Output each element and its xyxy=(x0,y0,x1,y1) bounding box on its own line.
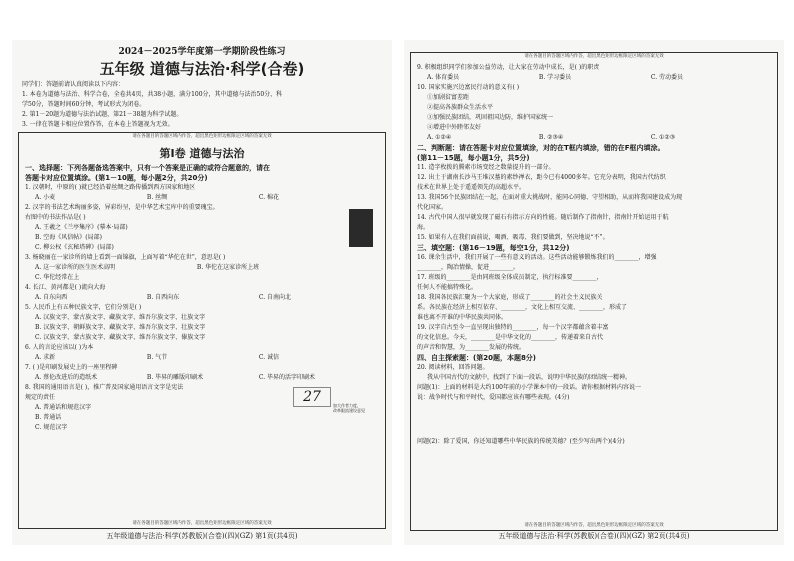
q2-text-b: 右图中的书法作品是( ) xyxy=(25,214,86,221)
warn-bottom: 请在各题目的答题区域内作答，超出黑色矩形边框限定区域的答案无效 xyxy=(132,521,272,526)
q2-text: 2. 汉字的书法艺术绚丽多姿，异彩纷呈，是中华艺术宝库中的重要瑰宝。 xyxy=(25,204,219,211)
q14-text-b: 海。 xyxy=(417,224,430,231)
footer-page-1: 五年级道德与法治·科学(苏教版)(合卷)(四)(GZ) 第1页(共4页) xyxy=(106,532,298,540)
q20-question-1b: 说：战争时代与和平时代，爱国都应该有哪些表现。(4分) xyxy=(417,394,570,401)
q4-option-c: C. 自南向北 xyxy=(258,294,292,301)
q17-text: 17. 班级的________是由同班级全体成员制定，执行标准要________， xyxy=(417,274,603,281)
q9-option-b: B. 学习委员 xyxy=(538,74,572,81)
q20-question-2: 问题(2)：除了爱国，你还知道哪些中华民族的传统美德？(至少写出两个)(4分) xyxy=(417,438,625,445)
q19-text: 19. 汉字自古至今一直呈现出独特的________，每一个汉字都蕴含着丰富 xyxy=(417,324,609,331)
page-2 xyxy=(404,40,784,545)
q4-option-a: A. 自东向西 xyxy=(35,294,68,301)
notice-1: 1. 本卷为道德与法治、科学合卷，全卷共4页，共38小题，满分100分，其中道德与法治50分，科 xyxy=(22,91,283,98)
q1-text: 1. 汉朝时，中原的( )就已经沿着丝绸之路传播到西方国家和地区 xyxy=(25,184,196,191)
notice-2: 2. 第1－20题为道德与法治试题，第21－38题为科学试题。 xyxy=(22,111,183,118)
q10-item-1: ①加剧贫富差距 xyxy=(427,94,470,101)
part1-heading: 一、选择题：下列各题备选答案中，只有一个答案是正确的或符合题意的，请在 xyxy=(25,164,270,172)
q18-text-c: 谁也离不开谁的中华民族共同体。 xyxy=(417,314,508,321)
q13-text: 13. 我国56个民族团结在一起，在面对重大挑战时，能同心同德、守望相助，从而将我国建设成为现 xyxy=(417,194,683,201)
q8-text: 8. 我国的通用语言是( )，推广普及国家通用语言文字是宪法 xyxy=(25,384,184,391)
q10-item-3: ③加强民族团结，巩固祖国边防，维护国家统一 xyxy=(427,114,554,121)
answer-space-1 xyxy=(417,403,771,437)
notice-1b: 学50分，答题时间60分钟，考试形式为闭卷。 xyxy=(22,101,146,108)
answer-box-1 xyxy=(18,132,386,529)
q6-option-b: B. 气节 xyxy=(146,354,168,361)
section-title: 第Ⅰ卷 道德与法治 xyxy=(159,147,245,160)
q3-option-a: A. 这一家诊所的医生医术高明 xyxy=(35,264,116,271)
q12-text-b: 技术在世界上处于遥遥领先的高超水平。 xyxy=(417,184,526,191)
q9-option-c: C. 劳动委员 xyxy=(650,74,684,81)
q1-option-b: B. 丝绸 xyxy=(146,194,168,201)
warn-bottom-2: 请在各题目的答题区域内作答，超出黑色矩形边框限定区域的答案无效 xyxy=(524,523,664,528)
q20-text: 20. 阅读材料，回答问题。 xyxy=(417,364,489,371)
warn-top-2: 请在各题目的答题区域内作答，超出黑色矩形边框限定区域的答案无效 xyxy=(524,54,664,59)
footer-page-2: 五年级道德与法治·科学(苏教版)(合卷)(四)(GZ) 第2页(共4页) xyxy=(498,532,690,540)
q3-text: 3. 杨晓丽在一家诊所的墙上看到一面锦旗，上面写着“华佗在世”，意思是( ) xyxy=(25,254,226,261)
q7-option-b: B. 毕昇的雕版印刷术 xyxy=(146,374,204,381)
q11-text: 11. 造字枚拨的腾素市场变经之数量提升的一部分。 xyxy=(417,164,555,171)
q7-option-a: A. 蔡伦改进后的造纸术 xyxy=(35,374,98,381)
q1-option-c: C. 棉花 xyxy=(258,194,280,201)
part4-heading: 四、自主探索题：(第20题，本题8分) xyxy=(417,354,537,362)
q4-option-b: B. 自西向东 xyxy=(146,294,180,301)
q3-option-c: C. 华佗经常在上 xyxy=(35,274,80,281)
q3-option-b: B. 华佗在这家诊所上班 xyxy=(196,264,260,271)
q17-text-b: 任何人不能搞特殊化。 xyxy=(417,284,478,291)
q2-option-b: B. 空海《风信帖》(局部) xyxy=(35,234,102,241)
q10-item-4: ④增进中外睦邻友好 xyxy=(427,124,482,131)
q6-option-c: C. 诚信 xyxy=(258,354,280,361)
q18-text-b: 系。各民族在经济上相互依存、________，文化上相互交流、________，形成了 xyxy=(417,304,628,311)
q20-question-1: 问题(1)：上面的材料是大约100年前的小学课本中的一段话。请你根据材料内容说一 xyxy=(417,384,641,391)
warn-top: 请在各题目的答题区域内作答，超出黑色矩形边框限定区域的答案无效 xyxy=(132,134,272,139)
q16-text: 16. 课余生活中，我们开展了一些有意义的活动。这些活动能够锻炼我们的________，增强 xyxy=(417,254,657,261)
q5-text: 5. 人民币上有五种民族文字，它们分别是( ) xyxy=(25,304,142,311)
q1-option-a: A. 小麦 xyxy=(35,194,56,201)
answer-box-2 xyxy=(410,52,778,531)
q10-item-2: ②提高各族群众生活水平 xyxy=(427,104,494,111)
q9-option-a: A. 体育委员 xyxy=(427,74,460,81)
q18-text: 18. 我国各民族汇聚为一个大家庭，形成了________的社会主义民族关 xyxy=(417,294,603,301)
q5-option-b: B. 汉族文字、朝鲜族文字、藏族文字、维吾尔族文字、壮族文字 xyxy=(35,324,206,331)
q7-text: 7. ( )是印刷发展史上的一座里程碑 xyxy=(25,364,118,371)
q5-option-c: C. 汉族文字、蒙古族文字、藏族文字、维吾尔族文字、傣族文字 xyxy=(35,334,206,341)
q10-option-c: C. ①②③ xyxy=(650,134,676,141)
part1-subheading: 答题卡对应位置填涂。(第1－10题，每小题2分，共20分) xyxy=(25,174,208,182)
badge-note: 加大作者力度， 改革限流建设意见 xyxy=(333,403,365,413)
page-badge: 27 xyxy=(293,387,331,407)
q10-option-b: B. ②③④ xyxy=(538,134,564,141)
q7-option-c: C. 毕昇的活字印刷术 xyxy=(258,374,316,381)
notice-3: 3. 一律在答题卡相应位置作答，在本卷上答题视为无效。 xyxy=(22,121,174,128)
q2-option-c: C. 柳公权《玄秘塔碑》(局部) xyxy=(35,244,114,251)
q8-option-b: B. 普通话 xyxy=(35,414,62,421)
exam-year-title: 2024－2025学年度第一学期阶段性练习 xyxy=(118,47,286,57)
q8-option-c: C. 规范汉字 xyxy=(35,424,68,431)
q8-text-b: 规定的责任 xyxy=(25,394,56,401)
q2-option-a: A. 王羲之《兰亭集序》(摹本·局部) xyxy=(35,224,128,231)
calligraphy-image xyxy=(349,209,373,247)
q15-text: 15. 如果有人在我们面前说，喝酒、吸毒、我们要做到，坚决地说“不”。 xyxy=(417,234,609,241)
q8-option-a: A. 普通话和规范汉字 xyxy=(35,404,92,411)
q14-text: 14. 古代中国人很早就发现了磁石有指示方向的性能。随后制作了指南针，指南针开始运用于航 xyxy=(417,214,669,221)
part2-subheading: (第11－15题，每小题1分，共5分) xyxy=(417,154,530,162)
exam-main-title: 五年级 道德与法治·科学(合卷) xyxy=(99,60,305,78)
q19-text-b: 的文化信息。今天，________是中华文化的________，传递着来自古代 xyxy=(417,334,604,341)
q10-option-a: A. ①②④ xyxy=(427,134,452,141)
q13-text-b: 代化国家。 xyxy=(417,204,448,211)
q4-text: 4. 长江、黄河都是( )流向大海 xyxy=(25,284,106,291)
page-1 xyxy=(12,40,392,545)
q10-text: 10. 国家实施兴边富民行动的意义有( ) xyxy=(417,84,520,91)
q12-text: 12. 出土于湖南长沙马王堆汉墓的素纱禅衣，距今已有4000多年。它充分表明，我国古代纺织 xyxy=(417,174,666,181)
q19-text-c: 的声音和智慧，为________发展的传统。 xyxy=(417,344,526,351)
q6-option-a: A. 求新 xyxy=(35,354,56,361)
part3-heading: 三、填空题：(第16－19题，每空1分，共12分) xyxy=(417,244,570,252)
q9-text: 9. 积极组织同学们参加公益劳动，让大家在劳动中成长，是( )的职责 xyxy=(417,64,600,71)
q5-option-a: A. 汉族文字、蒙古族文字、藏族文字、维吾尔族文字、壮族文字 xyxy=(35,314,206,321)
q20-material: 我从中国古代的文献中，找到了下面一段话，说明中华民族的团结统一精神。 xyxy=(427,374,632,381)
part2-heading: 二、判断题：请在答题卡对应位置填涂，对的在T框内填涂，错的在F框内填涂。 xyxy=(417,144,665,152)
q6-text: 6. 人的言论应该以( )为本 xyxy=(25,344,94,351)
notice-title: 同学们：答题前请认真阅读以下内容： xyxy=(22,81,125,88)
q16-text-b: ________，陶冶情操，促进________。 xyxy=(417,264,520,271)
